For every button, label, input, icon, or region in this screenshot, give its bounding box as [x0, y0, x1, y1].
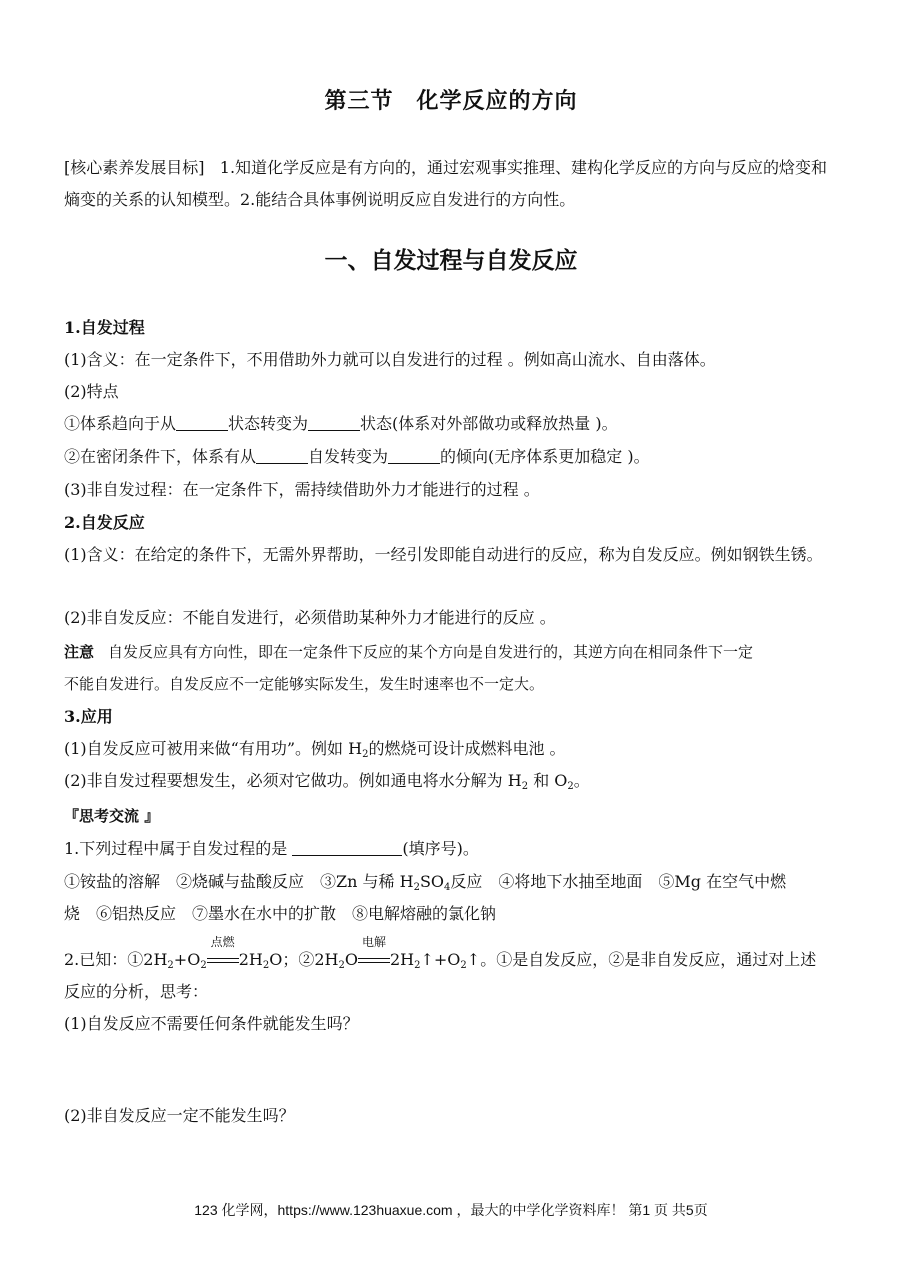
- question-1-options-line-1: [64, 871, 839, 893]
- text-segment: 2H: [238, 950, 263, 969]
- text-segment: 状态转变为: [228, 414, 309, 433]
- question-2-line-2: 反应的分析，思考：: [64, 982, 209, 1001]
- para-feature-1: [64, 413, 839, 435]
- subscript: 4: [444, 882, 451, 893]
- subscript: 2: [362, 749, 369, 760]
- text-segment: SO: [419, 872, 445, 891]
- answer-blank[interactable]: [292, 839, 402, 856]
- para-application-1: [64, 738, 839, 760]
- reaction-condition-ignition: [207, 935, 239, 967]
- para-reaction-definition: (1)含义：在给定的条件下，无需外界帮助，一经引发即能自动进行的反应，称为自发反应。例如钢铁生锈。: [64, 545, 823, 564]
- subscript: 2: [460, 960, 467, 971]
- para-application-2: [64, 770, 839, 792]
- subscript: 2: [413, 882, 420, 893]
- subscript: 2: [567, 781, 574, 792]
- text-segment: 2H: [389, 950, 415, 969]
- text-segment: 。: [573, 771, 590, 790]
- text-segment: 2.已知：①2H: [64, 950, 168, 969]
- equals-sign-icon: [207, 958, 239, 963]
- question-2: [64, 935, 839, 971]
- para-nonspontaneous-reaction: (2)非自发反应：不能自发进行，必须借助某种外力才能进行的反应 。: [64, 608, 556, 627]
- text-segment: 和 O: [533, 771, 568, 790]
- text-segment: (2)非自发过程要想发生，必须对它做功。例如通电将水分解为 H: [64, 771, 522, 790]
- question-2-sub-1: (1)自发反应不需要任何条件就能发生吗？: [64, 1014, 359, 1033]
- condition-label: 电解: [361, 935, 386, 949]
- question-1: [64, 838, 839, 860]
- text-segment: 反应 ④将地下水抽至地面 ⑤Mg 在空气中燃: [450, 872, 787, 891]
- subscript: 2: [262, 960, 270, 971]
- text-segment: ①体系趋向于从: [64, 414, 177, 433]
- para-features: (2)特点: [64, 382, 119, 401]
- text-segment: ②在密闭条件下，体系有从: [64, 447, 257, 466]
- text-segment: ↑+O: [420, 950, 461, 969]
- heading-spontaneous-reaction: 2.自发反应: [64, 513, 145, 532]
- reaction-condition-electrolysis: [358, 935, 390, 967]
- text-segment: ↑。①是自发反应，②是非自发反应，通过对上述: [466, 950, 817, 969]
- text-segment: 自发转变为: [308, 447, 389, 466]
- fill-blank: [388, 447, 440, 464]
- question-1-options-line-2: 烧 ⑥铝热反应 ⑦墨水在水中的扩散 ⑧电解熔融的氯化钠: [64, 904, 497, 923]
- text-segment: (填序号)。: [402, 839, 479, 858]
- text-segment: +O: [173, 950, 201, 969]
- text-segment: 的燃烧可设计成燃料电池 。: [368, 739, 566, 758]
- section-heading: 一、自发过程与自发反应: [324, 247, 578, 274]
- fill-blank: [308, 414, 360, 431]
- heading-spontaneous-process: 1.自发过程: [64, 318, 145, 337]
- goals-text: 1.知道化学反应是有方向的，通过宏观事实推理、建构化学反应的方向与反应的焓变和熵变的关系的认知模型。2.能结合具体事例说明反应自发进行的方向性。: [64, 158, 828, 209]
- subscript: 2: [414, 960, 421, 971]
- note-text: 自发反应具有方向性，即在一定条件下反应的某个方向是自发进行的，其逆方向在相同条件下一定: [108, 643, 754, 661]
- equals-sign-icon: [358, 958, 390, 963]
- core-goals: [64, 152, 839, 216]
- para-feature-2: [64, 446, 839, 468]
- para-definition: (1)含义：在一定条件下，不用借助外力就可以自发进行的过程 。例如高山流水、自由落体。: [64, 350, 716, 369]
- text-segment: 的倾向(无序体系更加稳定 )。: [440, 447, 650, 466]
- text-segment: 状态(体系对外部做功或释放热量 )。: [360, 414, 618, 433]
- subscript: 2: [521, 781, 529, 792]
- note-line-2: 不能自发进行。自发反应不一定能够实际发生，发生时速率也不一定大。: [64, 675, 545, 693]
- para-nonspontaneous-process: (3)非自发过程：在一定条件下，需持续借助外力才能进行的过程 。: [64, 480, 540, 499]
- text-segment: 1.下列过程中属于自发过程的是: [64, 839, 288, 858]
- note-line-1: [64, 641, 839, 663]
- condition-label: 点燃: [210, 935, 235, 949]
- text-segment: ①铵盐的溶解 ②烧碱与盐酸反应 ③Zn 与稀 H: [64, 872, 414, 891]
- subscript: 2: [167, 960, 174, 971]
- text-segment: (1)自发反应可被用来做“有用功”。例如 H: [64, 739, 363, 758]
- subscript: 2: [338, 960, 345, 971]
- heading-application: 3.应用: [64, 707, 113, 726]
- heading-think-exchange: 『思考交流 』: [64, 807, 160, 825]
- fill-blank: [176, 414, 228, 431]
- subscript: 2: [200, 960, 207, 971]
- note-tag: 注意: [64, 643, 95, 661]
- fill-blank: [256, 447, 308, 464]
- goals-tag: [核心素养发展目标]: [64, 158, 205, 177]
- question-2-sub-2: (2)非自发反应一定不能发生吗？: [64, 1106, 295, 1125]
- page-footer: 123 化学网，https://www.123huaxue.com ，最大的中学化学资料库！ 第1 页 共5页: [194, 1202, 708, 1218]
- text-segment: O: [344, 950, 358, 969]
- text-segment: O；②2H: [269, 950, 339, 969]
- page-title: 第三节 化学反应的方向: [324, 88, 578, 114]
